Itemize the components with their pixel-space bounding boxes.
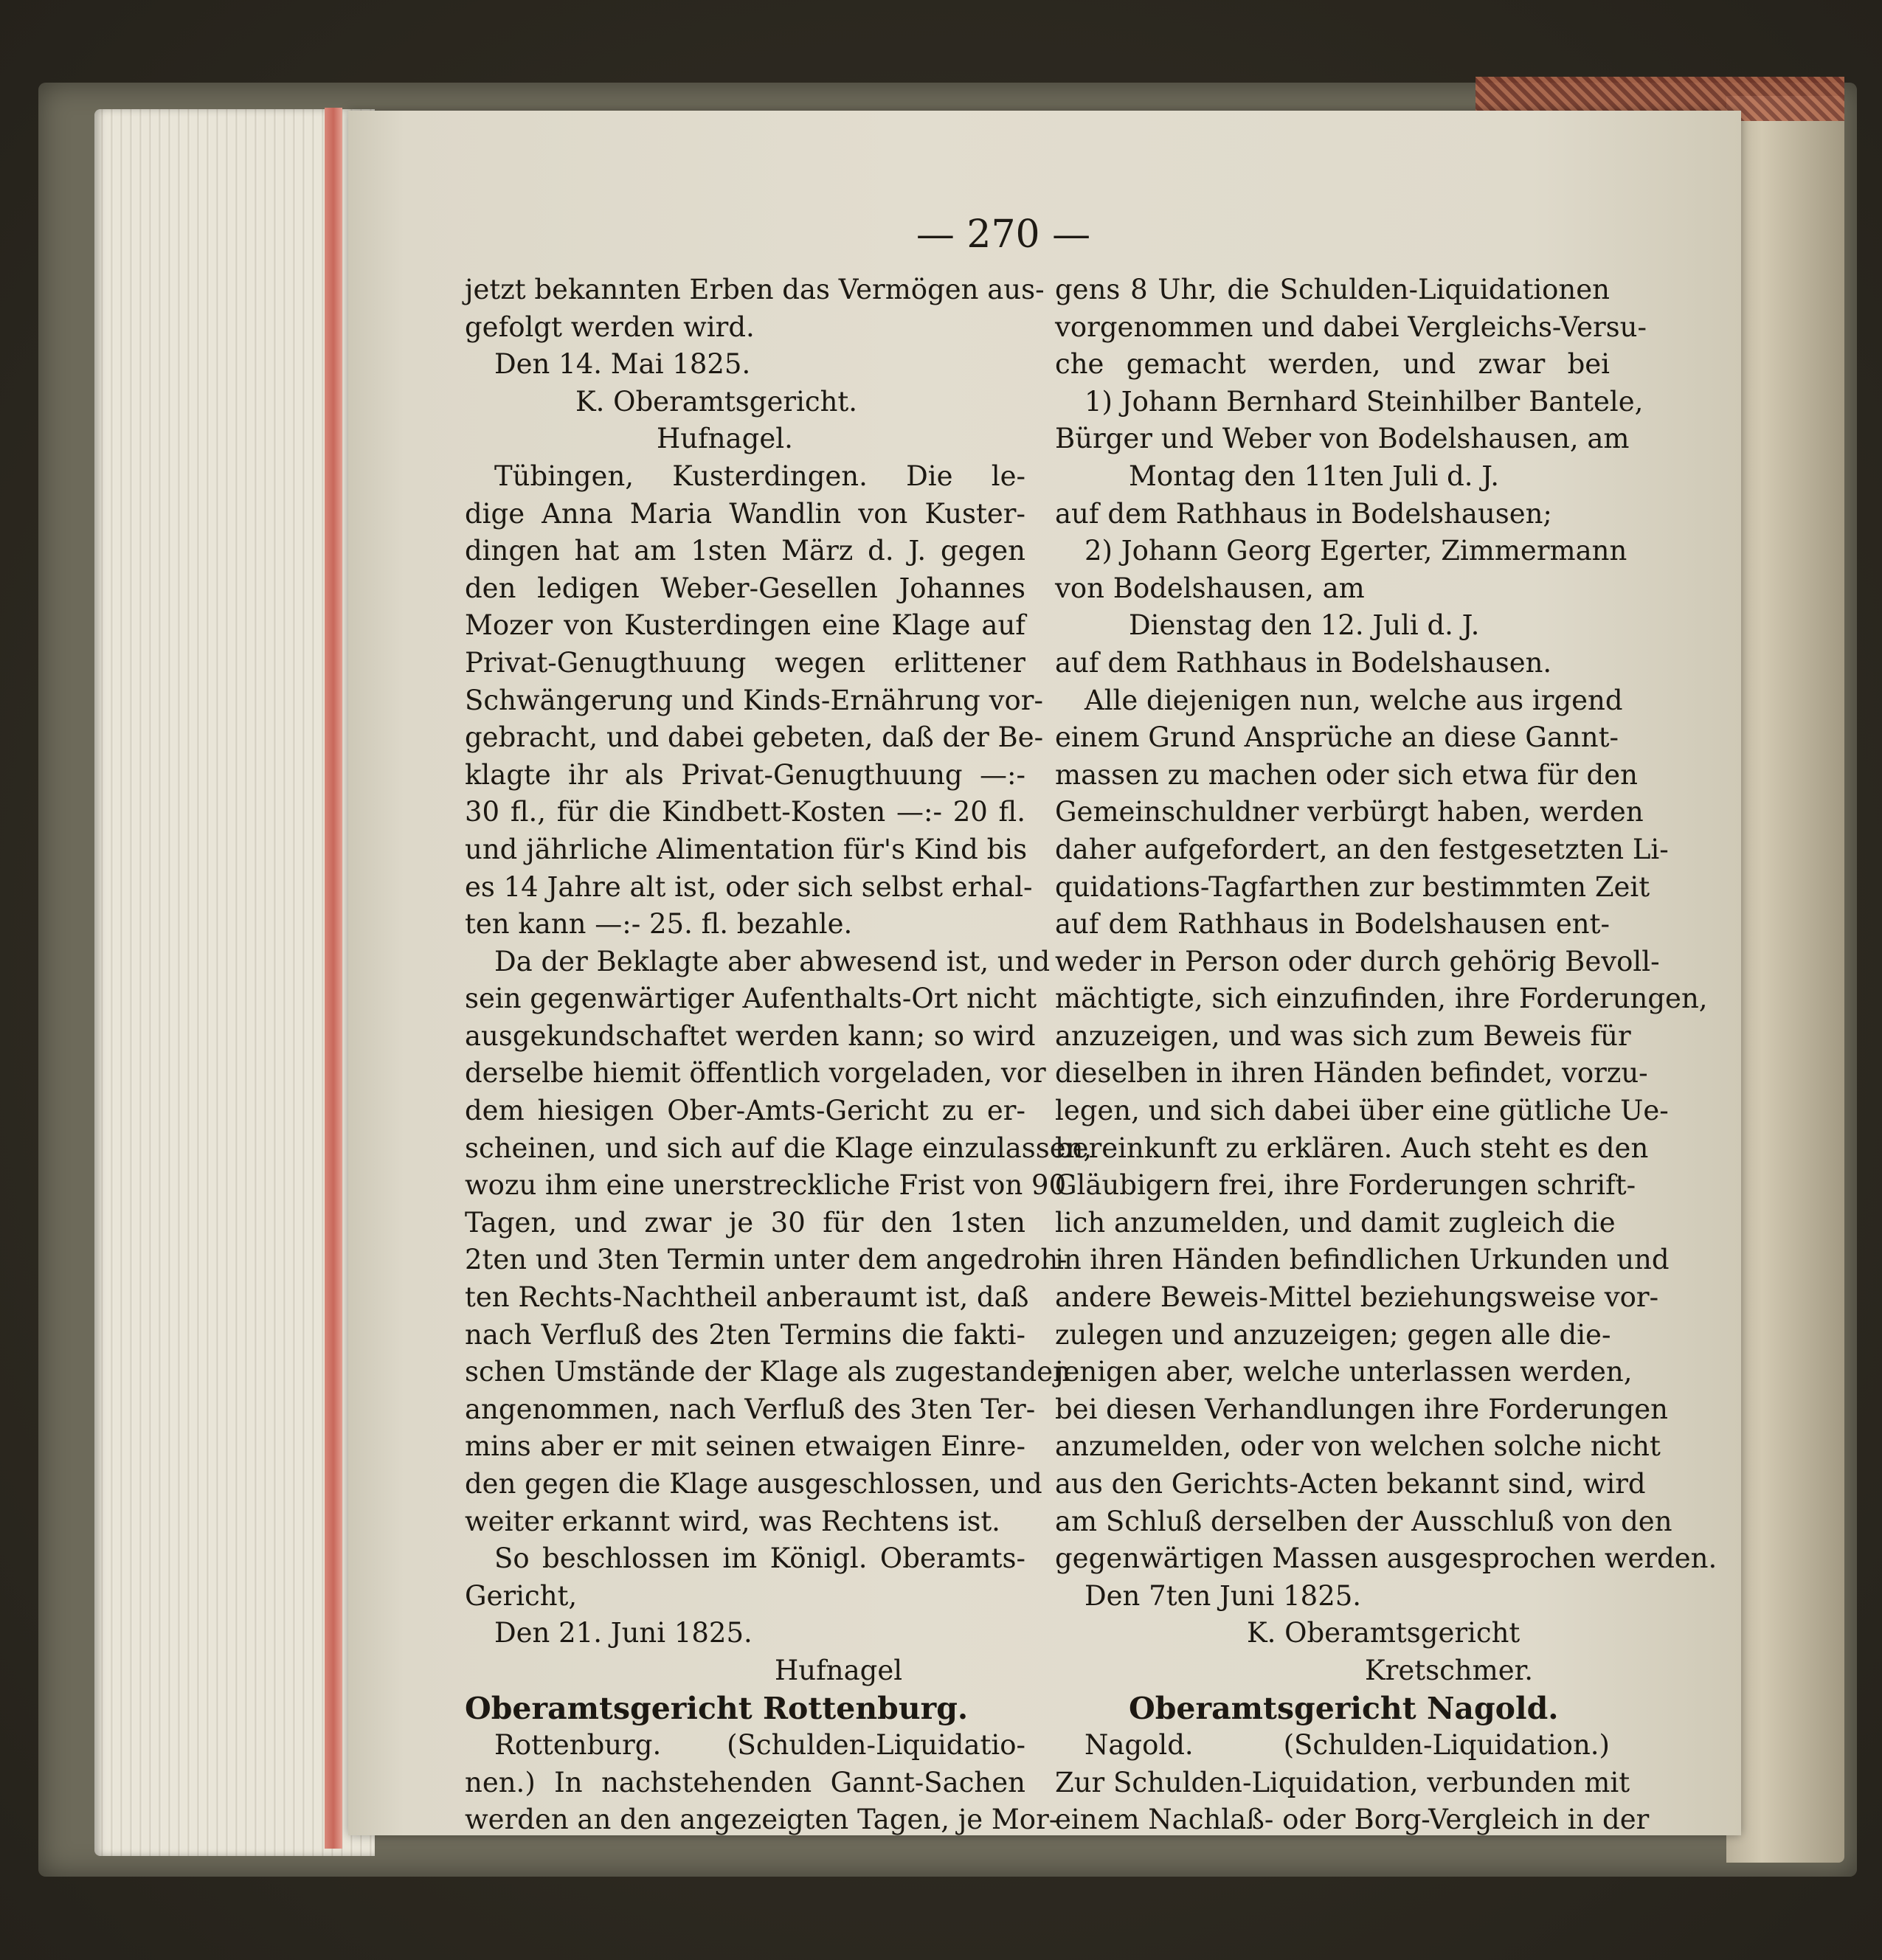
text-line: che gemacht werden, und zwar bei xyxy=(1055,348,1610,381)
text-line: 2) Johann Georg Egerter, Zimmermann xyxy=(1084,535,1627,567)
text-line: von Bodelshausen, am xyxy=(1055,572,1365,604)
text-line: Hufnagel. xyxy=(657,423,793,455)
text-line: einem Grund Ansprüche an diese Gannt- xyxy=(1055,721,1619,754)
text-line: Mozer von Kusterdingen eine Klage auf xyxy=(465,609,1025,642)
text-line: mächtigte, sich einzufinden, ihre Forderungen, xyxy=(1055,983,1708,1015)
text-line: jenigen aber, welche unterlassen werden, xyxy=(1055,1356,1633,1388)
text-line: angenommen, nach Verfluß des 3ten Ter- xyxy=(465,1393,1036,1425)
text-line: Schwängerung und Kinds-Ernährung vor- xyxy=(465,684,1043,716)
text-line: So beschlossen im Königl. Oberamts- xyxy=(494,1542,1025,1575)
text-line: dingen hat am 1sten März d. J. gegen xyxy=(465,535,1025,567)
text-line: Den 21. Juni 1825. xyxy=(494,1617,753,1649)
text-line: Gläubigern frei, ihre Forderungen schrift- xyxy=(1055,1169,1636,1202)
text-line: bereinkunft zu erklären. Auch steht es den xyxy=(1055,1132,1649,1164)
text-line: ten Rechts-Nachtheil anberaumt ist, daß xyxy=(465,1281,1029,1314)
text-line: in ihren Händen befindlichen Urkunden und xyxy=(1055,1244,1670,1276)
text-line: dem hiesigen Ober-Amts-Gericht zu er- xyxy=(465,1095,1025,1127)
text-line: wozu ihm eine unerstreckliche Frist von 90 xyxy=(465,1169,1067,1202)
page-number: — 270 — xyxy=(916,212,1091,257)
text-line: klagte ihr als Privat-Genugthuung —:- xyxy=(465,758,1025,791)
text-line: bei diesen Verhandlungen ihre Forderungen xyxy=(1055,1393,1669,1425)
text-line: es 14 Jahre alt ist, oder sich selbst erhal- xyxy=(465,870,1033,903)
text-line: nach Verfluß des 2ten Termins die fakti- xyxy=(465,1318,1025,1351)
text-line: dieselben in ihren Händen befindet, vorzu- xyxy=(1055,1057,1648,1090)
text-line: werden an den angezeigten Tagen, je Mor- xyxy=(465,1804,1059,1836)
text-line: Tübingen, Kusterdingen. Die le- xyxy=(494,460,1025,492)
red-page-edge xyxy=(325,108,342,1849)
text-line: Den 14. Mai 1825. xyxy=(494,348,751,381)
text-line: Zur Schulden-Liquidation, verbunden mit xyxy=(1055,1766,1630,1798)
text-line: anzuzeigen, und was sich zum Beweis für xyxy=(1055,1019,1631,1052)
text-line: 30 fl., für die Kindbett-Kosten —:- 20 fl. xyxy=(465,796,1025,828)
text-line: gegenwärtigen Massen ausgesprochen werden. xyxy=(1055,1542,1717,1575)
text-line: Hufnagel xyxy=(775,1654,903,1686)
text-line: auf dem Rathhaus in Bodelshausen; xyxy=(1055,497,1552,530)
text-line: Bürger und Weber von Bodelshausen, am xyxy=(1055,423,1630,455)
text-line: jetzt bekannten Erben das Vermögen aus- xyxy=(465,274,1045,305)
text-line: den ledigen Weber-Gesellen Johannes xyxy=(465,572,1025,604)
text-line: Oberamtsgericht Nagold. xyxy=(1129,1690,1559,1726)
text-line: K. Oberamtsgericht xyxy=(1247,1617,1521,1649)
text-line: Gericht, xyxy=(465,1579,578,1612)
text-line: scheinen, und sich auf die Klage einzulassen, xyxy=(465,1132,1093,1164)
text-line: gebracht, und dabei gebeten, daß der Be- xyxy=(465,721,1044,754)
text-line: zulegen und anzuzeigen; gegen alle die- xyxy=(1055,1318,1611,1351)
text-line: andere Beweis-Mittel beziehungsweise vor- xyxy=(1055,1281,1659,1314)
text-line: daher aufgefordert, an den festgesetzten Li- xyxy=(1055,833,1669,865)
text-line: ten kann —:- 25. fl. bezahle. xyxy=(465,908,853,941)
text-line: Rottenburg. (Schulden-Liquidatio- xyxy=(494,1729,1025,1762)
text-line: auf dem Rathhaus in Bodelshausen. xyxy=(1055,646,1552,679)
text-line: Alle diejenigen nun, welche aus irgend xyxy=(1084,684,1623,716)
text-line: den gegen die Klage ausgeschlossen, und xyxy=(465,1468,1042,1500)
text-line: weder in Person oder durch gehörig Bevoll- xyxy=(1055,945,1660,977)
text-line: aus den Gerichts-Acten bekannt sind, wird xyxy=(1055,1468,1646,1500)
text-line: ausgekundschaftet werden kann; so wird xyxy=(465,1019,1036,1052)
text-line: Den 7ten Juni 1825. xyxy=(1084,1579,1362,1612)
text-line: Montag den 11ten Juli d. J. xyxy=(1129,460,1499,492)
text-line: Dienstag den 12. Juli d. J. xyxy=(1129,609,1480,642)
text-line: massen zu machen oder sich etwa für den xyxy=(1055,758,1638,791)
text-line: nen.) In nachstehenden Gannt-Sachen xyxy=(465,1766,1025,1798)
text-line: Tagen, und zwar je 30 für den 1sten xyxy=(465,1206,1025,1239)
text-line: lich anzumelden, und damit zugleich die xyxy=(1055,1206,1616,1239)
text-line: Gemeinschuldner verbürgt haben, werden xyxy=(1055,796,1644,828)
text-line: Kretschmer. xyxy=(1365,1654,1533,1686)
text-line: derselbe hiemit öffentlich vorgeladen, vor xyxy=(465,1057,1046,1090)
text-line: Privat-Genugthuung wegen erlittener xyxy=(465,646,1025,679)
text-line: Nagold. (Schulden-Liquidation.) xyxy=(1084,1729,1610,1762)
text-line: auf dem Rathhaus in Bodelshausen ent- xyxy=(1055,908,1610,941)
text-line: K. Oberamtsgericht. xyxy=(575,385,858,418)
right-page-edge xyxy=(1726,96,1844,1863)
text-line: mins aber er mit seinen etwaigen Einre- xyxy=(465,1430,1025,1463)
right-text-column xyxy=(1055,271,1717,1839)
text-line: quidations-Tagfarthen zur bestimmten Zeit xyxy=(1055,870,1650,903)
text-line: einem Nachlaß- oder Borg-Vergleich in der xyxy=(1055,1804,1650,1836)
text-line: gefolgt werden wird. xyxy=(465,311,755,343)
text-line: am Schluß derselben der Ausschluß von den xyxy=(1055,1505,1672,1537)
text-line: und jährliche Alimentation für's Kind bis xyxy=(465,833,1028,865)
text-line: vorgenommen und dabei Vergleichs-Versu- xyxy=(1055,311,1647,343)
text-line: gens 8 Uhr, die Schulden-Liquidationen xyxy=(1055,274,1610,305)
text-line: dige Anna Maria Wandlin von Kuster- xyxy=(465,497,1025,530)
text-line: legen, und sich dabei über eine gütliche Ue- xyxy=(1055,1095,1669,1127)
text-line: anzumelden, oder von welchen solche nicht xyxy=(1055,1430,1661,1463)
left-text-column xyxy=(465,271,1093,1839)
text-line: Oberamtsgericht Rottenburg. xyxy=(465,1690,969,1726)
text-line: schen Umstände der Klage als zugestanden xyxy=(465,1356,1070,1388)
text-line: sein gegenwärtiger Aufenthalts-Ort nicht xyxy=(465,983,1037,1015)
text-line: 1) Johann Bernhard Steinhilber Bantele, xyxy=(1084,385,1644,418)
text-line: weiter erkannt wird, was Rechtens ist. xyxy=(465,1505,1000,1537)
text-line: 2ten und 3ten Termin unter dem angedroh- xyxy=(465,1244,1068,1276)
text-line: Da der Beklagte aber abwesend ist, und xyxy=(494,945,1051,977)
